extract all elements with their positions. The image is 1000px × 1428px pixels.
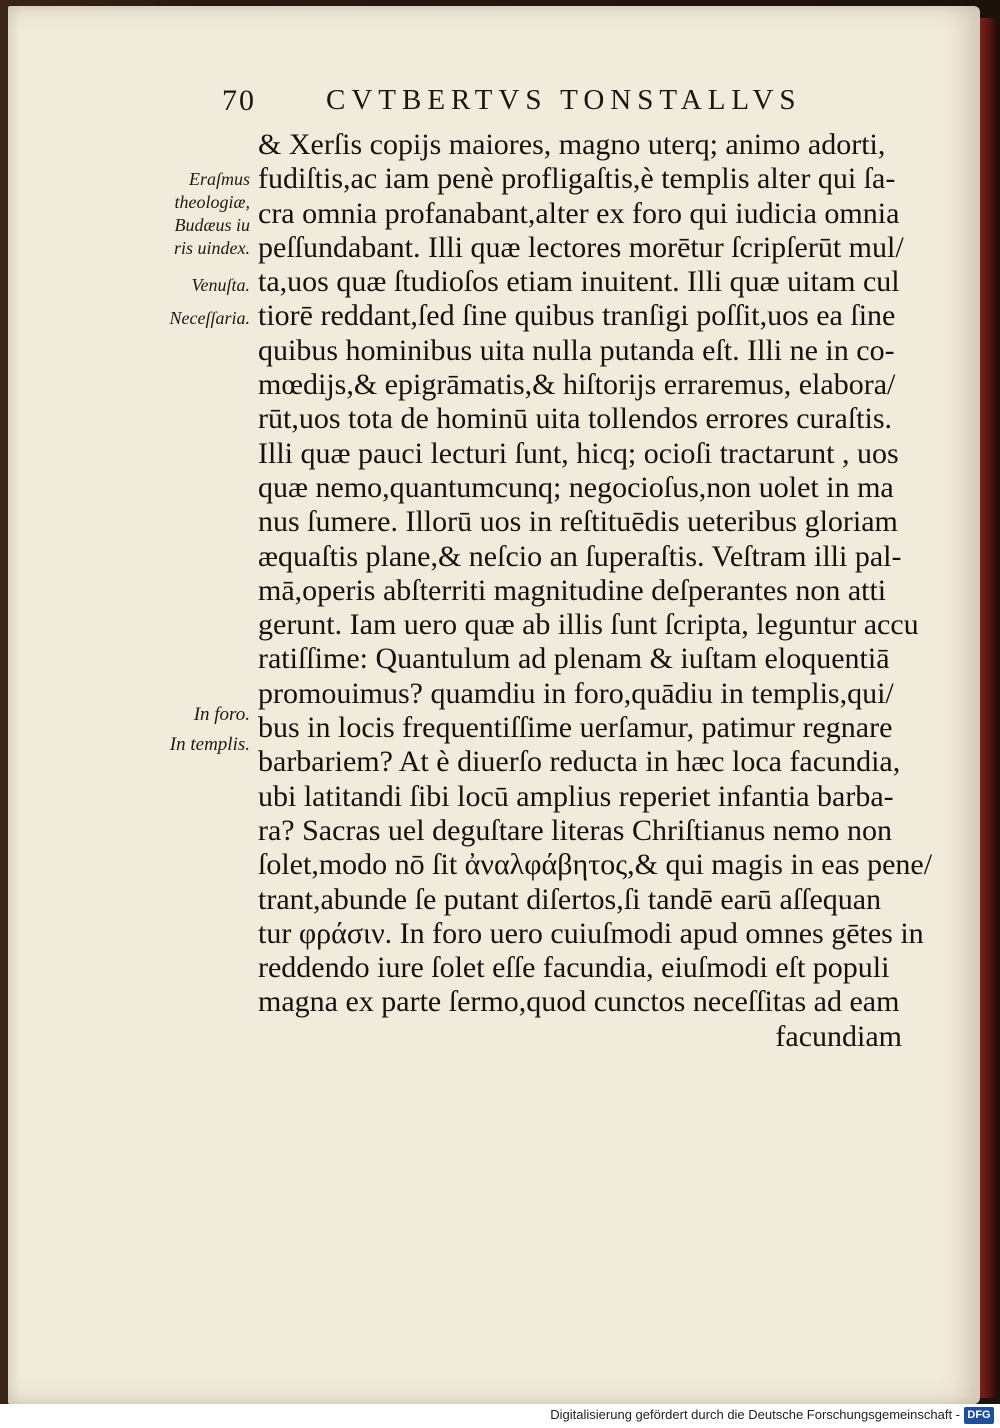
text-line: gerunt. Iam uero quæ ab illis ſunt ſcripta, leguntur accu — [258, 608, 919, 642]
marginal-note: theologiæ, — [174, 192, 250, 212]
text-line: bus in locis frequentiſſime uerſamur, patimur regnare — [258, 711, 893, 745]
text-line: mā,operis abſterriti magnitudine deſperantes non atti — [258, 573, 887, 607]
text-line: ta,uos quæ ſtudioſos etiam inuitent. Illi quæ uitam cul — [258, 265, 900, 299]
digitization-footer — [0, 1404, 1000, 1428]
text-line: fudiſtis,ac iam penè profligaſtis,è templis alter qui ſa- — [258, 162, 896, 196]
text-line: rūt,uos tota de hominū uita tollendos errores curaſtis. — [258, 402, 893, 436]
text-line: mœdijs,& epigrāmatis,& hiſtorijs erraremus, elabora/ — [258, 368, 896, 402]
marginal-notes-top — [122, 168, 250, 330]
text-line: ra? Sacras uel deguſtare literas Chriſtianus nemo non — [258, 813, 892, 847]
marginal-notes-mid — [122, 700, 250, 760]
dfg-logo: DFG — [964, 1407, 994, 1424]
text-line: promouimus? quamdiu in foro,quādiu in templis,qui/ — [258, 676, 894, 710]
text-line: ſolet,modo nō ſit ἀναλφάβητος,& qui magis in eas pene/ — [258, 848, 933, 882]
text-line: tiorē reddant,ſed ſine quibus tranſigi poſſit,uos ea ſine — [258, 299, 896, 333]
marginal-note: Neceſſaria. — [169, 308, 250, 328]
text-line: barbariem? At è diuerſo reducta in hæc loca facundia, — [258, 745, 901, 779]
marginal-note: ris uindex. — [174, 238, 250, 258]
marginal-note: Eraſmus — [188, 169, 250, 189]
running-head: CVTBERTVS TONSTALLVS — [326, 84, 802, 116]
text-line: ratiſſime: Quantulum ad plenam & iuſtam eloquentiā — [258, 642, 890, 676]
text-line: peſſundabant. Illi quæ lectores morētur ſcripſerūt mul/ — [258, 230, 904, 264]
marginal-note: In templis. — [169, 734, 250, 755]
marginal-note: Budæus iu — [174, 215, 250, 235]
text-line: æquaſtis plane,& neſcio an ſuperaſtis. Veſtram illi pal- — [258, 539, 902, 573]
body-text — [258, 128, 933, 1054]
text-line: Illi quæ pauci lecturi ſunt, hicq; ocioſi tractarunt , uos — [258, 436, 899, 470]
text-line: & Xerſis copijs maiores, magno uterq; animo adorti, — [258, 128, 886, 161]
catchword: facundiam — [775, 1019, 902, 1053]
marginal-note: In foro. — [193, 704, 250, 725]
text-line: trant,abunde ſe putant diſertos,ſi tandē earū aſſequan — [258, 882, 882, 916]
marginal-note: Venuſta. — [191, 275, 250, 295]
text-line: tur φράσιν. In foro uero cuiuſmodi apud omnes gētes in — [258, 916, 924, 950]
text-line: quæ nemo,quantumcunq; negocioſus,non uolet in ma — [258, 470, 894, 504]
text-line: magna ex parte ſermo,quod cunctos neceſſitas ad eam — [258, 985, 900, 1019]
text-line: ubi latitandi ſibi locū amplius reperiet infantia barba- — [258, 779, 894, 813]
page-header — [222, 84, 902, 124]
footer-credit: Digitalisierung gefördert durch die Deutsche Forschungsgemeinschaft - — [550, 1407, 960, 1422]
text-line: cra omnia profanabant,alter ex foro qui iudicia omnia — [258, 196, 900, 230]
text-line: reddendo iure ſolet eſſe facundia, eiuſmodi eſt populi — [258, 951, 890, 985]
text-line: nus ſumere. Illorū uos in reſtituēdis ueteribus gloriam — [258, 505, 898, 539]
page-number: 70 — [222, 84, 256, 117]
text-line: quibus hominibus uita nulla putanda eſt. Illi ne in co- — [258, 333, 895, 367]
